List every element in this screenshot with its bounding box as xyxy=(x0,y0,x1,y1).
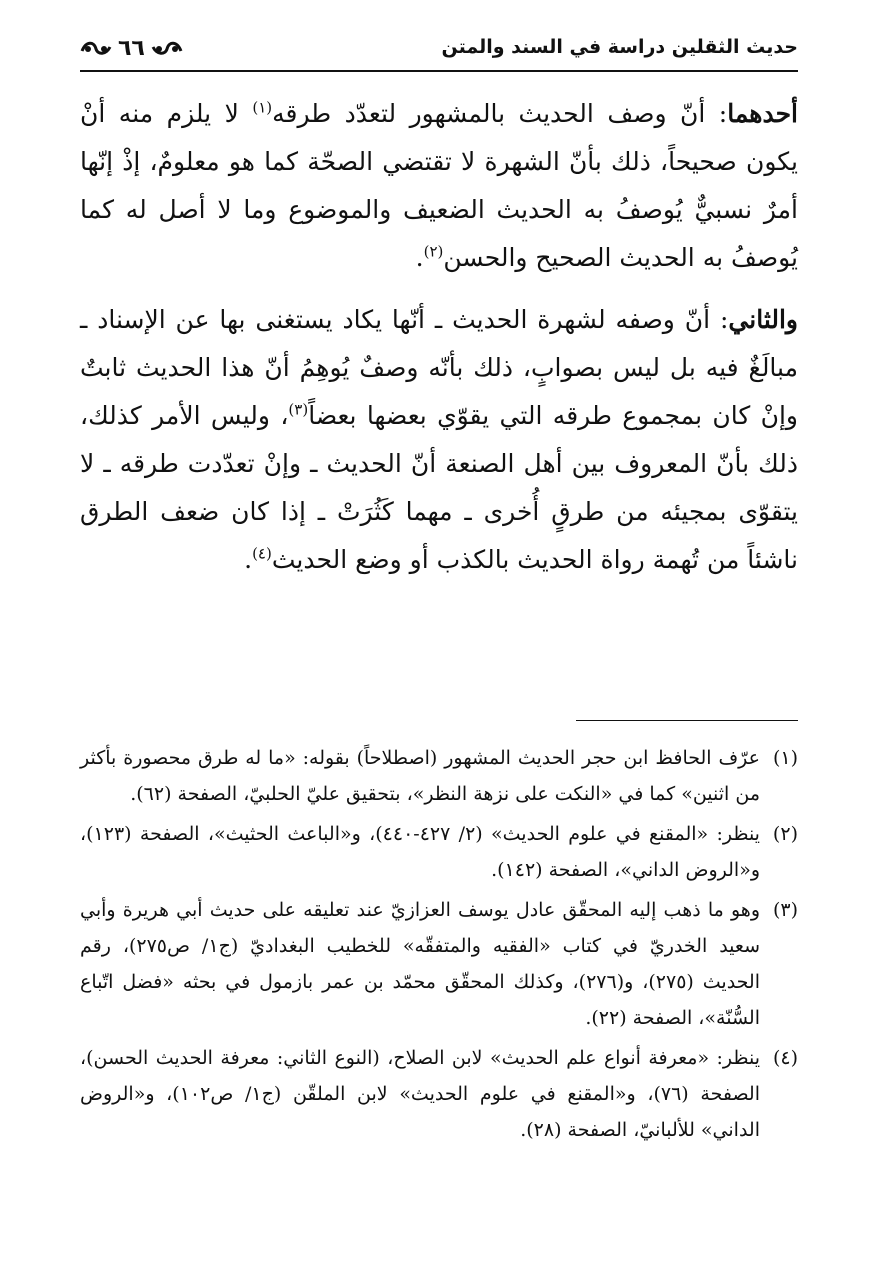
paragraph-lead: أحدهما xyxy=(727,99,798,128)
page-number: ٦٦ xyxy=(118,35,145,61)
paragraph-text: : أنّ وصف الحديث بالمشهور لتعدّد طرقه xyxy=(272,99,728,128)
header-title: حديث الثقلين دراسة في السند والمتن xyxy=(441,36,798,58)
decorative-swirl-icon xyxy=(80,37,114,59)
footnote-number: (٣) xyxy=(772,899,798,921)
paragraph-lead: والثاني xyxy=(728,305,798,334)
paragraph-text: . xyxy=(415,243,424,272)
paragraph-text: : أنّ وصفه لشهرة الحديث ـ أنّها يكاد يستغنى بها عن الإسناد ـ مبالَغٌ فيه بل ليس بصوابٍ، ذلك بأنّه وصفٌ يُوهِمُ أنّ هذا الحديث ثابتٌ وإنْ كان بمجموع طرقه التي يقوّي بعضها بعضاً xyxy=(80,305,799,430)
paragraph-text: لا يلزم منه أنْ يكون صحيحاً، ذلك بأنّ الشهرة لا تقتضي الصحّة كما هو معلومٌ، إذْ إنّها أمرٌ نسبيٌّ يُوصفُ به الحديث الضعيف والموضوع وما لا أصل له كما يُوصفُ به الحديث الصحيح والحسن xyxy=(80,99,798,272)
page-number-group xyxy=(80,30,183,66)
footnote-reference[interactable]: (٢) xyxy=(423,242,444,261)
footnote-reference[interactable]: (٣) xyxy=(288,400,309,419)
footnotes-section xyxy=(80,740,798,1152)
footnote-text: عرّف الحافظ ابن حجر الحديث المشهور (اصطلاحاً) بقوله: «ما له طرق محصورة بأكثر من اثنين» كما في «النكت على نزهة النظر»، بتحقيق عليّ الحلبيّ، الصفحة (٦٢). xyxy=(80,747,760,805)
footnote-item xyxy=(80,816,798,888)
footnote-text: ينظر: «معرفة أنواع علم الحديث» لابن الصلاح، (النوع الثاني: معرفة الحديث الحسن)، الصفحة (٧٦)، و«المقنع في علوم الحديث» لابن الملقّن (ج١/ ص١٠٢)، و«الروض الداني» للألبانيّ، الصفحة (٢٨). xyxy=(80,1047,760,1141)
footnote-reference[interactable]: (٤) xyxy=(252,544,272,563)
main-text xyxy=(80,90,798,598)
decorative-swirl-icon xyxy=(149,37,183,59)
footnote-item xyxy=(80,1040,798,1148)
paragraph-text: . xyxy=(244,545,253,574)
paragraph-first xyxy=(80,90,798,282)
footnote-text: ينظر: «المقنع في علوم الحديث» (٢/ ٤٢٧-٤٤٠)، و«الباعث الحثيث»، الصفحة (١٢٣)، و«الروض الداني»، الصفحة (١٤٢). xyxy=(80,823,760,881)
footnote-item xyxy=(80,740,798,812)
footnote-divider xyxy=(576,720,798,721)
paragraph-second xyxy=(80,296,798,584)
footnote-number: (١) xyxy=(772,747,798,769)
footnote-text: وهو ما ذهب إليه المحقّق عادل يوسف العزازيّ عند تعليقه على حديث أبي هريرة وأبي سعيد الخدريّ في كتاب «الفقيه والمتفقّه» للخطيب البغداديّ (ج١/ ص٢٧٥)، رقم الحديث (٢٧٥)، و(٢٧٦)، وكذلك المحقّق محمّد بن عمر بازمول في بحثه «فضل اتّباع السُّنّة»، الصفحة (٢٢). xyxy=(80,899,761,1029)
footnote-reference[interactable]: (١) xyxy=(252,98,273,117)
footnote-number: (٢) xyxy=(772,823,798,845)
paragraph-text: ، وليس الأمر كذلك، ذلك بأنّ المعروف بين أهل الصنعة أنّ الحديث ـ وإنْ تعدّدت طرقه ـ لا يتقوّى بمجيئه من طرقٍ أُخرى ـ مهما كَثُرَتْ ـ إذا كان ضعف الطرق ناشئاً من تُهمة رواة الحديث بالكذب أو وضع الحديث xyxy=(80,401,798,574)
footnote-item xyxy=(80,892,798,1036)
running-header xyxy=(80,30,798,72)
footnote-number: (٤) xyxy=(772,1047,798,1069)
